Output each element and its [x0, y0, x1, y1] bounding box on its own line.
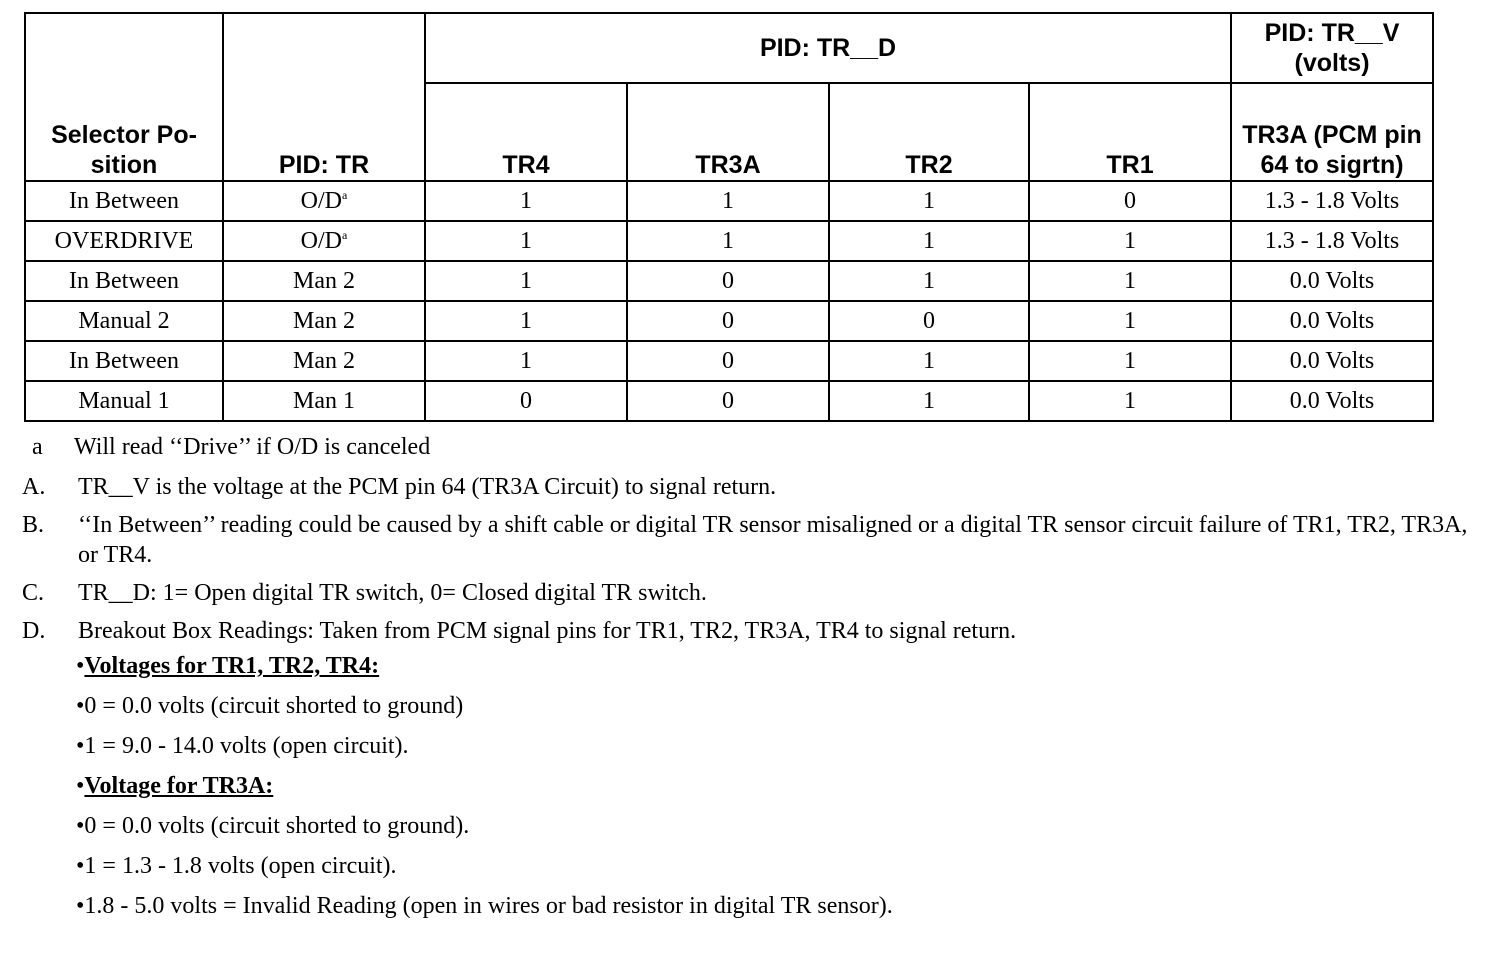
cell-pid-tr: Man 1	[223, 381, 425, 421]
breakout-item: •1.8 - 5.0 volts = Invalid Reading (open in wires or bad resistor in digital TR sensor).	[76, 893, 893, 919]
note-letter: C.	[22, 580, 45, 606]
breakout-item: •0 = 0.0 volts (circuit shorted to ground).	[76, 813, 470, 839]
table-row	[25, 381, 1433, 421]
cell-tr4: 0	[425, 381, 627, 421]
cell-tr1: 1	[1029, 301, 1231, 341]
footnote-text: Will read ‘‘Drive’’ if O/D is canceled	[74, 434, 431, 460]
cell-pid-tr: O/D$^a$	[223, 181, 425, 221]
note-d	[22, 616, 1482, 646]
header-tr3a-pcm: TR3A (PCM pin 64 to sigrtn)	[1231, 83, 1433, 181]
cell-tr3a: 0	[627, 341, 829, 381]
cell-tr4: 1	[425, 261, 627, 301]
cell-tr4: 1	[425, 221, 627, 261]
header-tr3a: TR3A	[627, 83, 829, 181]
cell-volts: 0.0 Volts	[1231, 301, 1433, 341]
note-b	[22, 510, 1482, 570]
cell-tr2: 1	[829, 221, 1029, 261]
cell-tr4: 1	[425, 341, 627, 381]
table-row	[25, 261, 1433, 301]
tr-sensor-table	[24, 12, 1434, 422]
table-row	[25, 341, 1433, 381]
table-row	[25, 181, 1433, 221]
cell-tr3a: 1	[627, 221, 829, 261]
header-selector-position: Selector Po-sition	[25, 13, 223, 181]
cell-tr3a: 0	[627, 261, 829, 301]
cell-tr2: 1	[829, 381, 1029, 421]
cell-volts: 1.3 - 1.8 Volts	[1231, 221, 1433, 261]
table-row	[25, 301, 1433, 341]
note-text: TR__V is the voltage at the PCM pin 64 (TR3A Circuit) to signal return.	[78, 474, 777, 500]
breakout-item: •1 = 9.0 - 14.0 volts (open circuit).	[76, 733, 409, 759]
cell-tr2: 0	[829, 301, 1029, 341]
header-tr4: TR4	[425, 83, 627, 181]
cell-tr4: 1	[425, 181, 627, 221]
footnote-mark: a	[342, 187, 348, 202]
cell-volts: 0.0 Volts	[1231, 341, 1433, 381]
footnote-mark: a	[342, 227, 348, 242]
note-text: ‘‘In Between’’ reading could be caused by a shift cable or digital TR sensor misaligned or a digital TR sensor circuit failure of TR1, TR2, TR3A, or TR4.	[78, 512, 1468, 568]
footnote	[22, 430, 1482, 464]
note-c	[22, 578, 1482, 608]
note-letter: A.	[22, 474, 46, 500]
header-pid-tr: PID: TR	[223, 13, 425, 181]
cell-tr4: 1	[425, 301, 627, 341]
cell-tr3a: 0	[627, 381, 829, 421]
cell-tr2: 1	[829, 261, 1029, 301]
note-text: Breakout Box Readings: Taken from PCM signal pins for TR1, TR2, TR3A, TR4 to signal return.	[78, 618, 1017, 644]
breakout-heading-tr1-tr2-tr4: •Voltages for TR1, TR2, TR4:	[76, 653, 380, 679]
cell-tr2: 1	[829, 181, 1029, 221]
footnote-mark: a	[32, 434, 43, 460]
notes-section	[22, 430, 1482, 926]
note-a	[22, 472, 1482, 502]
breakout-heading-tr3a: •Voltage for TR3A:	[76, 773, 274, 799]
table-row	[25, 221, 1433, 261]
cell-tr1: 1	[1029, 381, 1231, 421]
cell-tr3a: 1	[627, 181, 829, 221]
cell-selector: Manual 2	[25, 301, 223, 341]
cell-selector: OVERDRIVE	[25, 221, 223, 261]
cell-volts: 0.0 Volts	[1231, 381, 1433, 421]
header-pid-tr-v: PID: TR__V (volts)	[1231, 13, 1433, 83]
cell-volts: 0.0 Volts	[1231, 261, 1433, 301]
cell-selector: In Between	[25, 181, 223, 221]
cell-selector: In Between	[25, 261, 223, 301]
cell-tr3a: 0	[627, 301, 829, 341]
note-letter: D.	[22, 618, 46, 644]
cell-selector: In Between	[25, 341, 223, 381]
cell-tr1: 1	[1029, 261, 1231, 301]
cell-tr1: 1	[1029, 341, 1231, 381]
cell-pid-tr: O/D$^a$	[223, 221, 425, 261]
cell-volts: 1.3 - 1.8 Volts	[1231, 181, 1433, 221]
breakout-item: •1 = 1.3 - 1.8 volts (open circuit).	[76, 853, 397, 879]
cell-pid-tr: Man 2	[223, 341, 425, 381]
cell-selector: Manual 1	[25, 381, 223, 421]
cell-pid-tr: Man 2	[223, 301, 425, 341]
cell-tr1: 0	[1029, 181, 1231, 221]
cell-tr1: 1	[1029, 221, 1231, 261]
header-tr2: TR2	[829, 83, 1029, 181]
breakout-item: •0 = 0.0 volts (circuit shorted to ground)	[76, 693, 464, 719]
note-text: TR__D: 1= Open digital TR switch, 0= Closed digital TR switch.	[78, 580, 707, 606]
note-letter: B.	[22, 512, 45, 538]
header-pid-tr-d: PID: TR__D	[425, 13, 1231, 83]
cell-pid-tr: Man 2	[223, 261, 425, 301]
header-tr1: TR1	[1029, 83, 1231, 181]
cell-tr2: 1	[829, 341, 1029, 381]
